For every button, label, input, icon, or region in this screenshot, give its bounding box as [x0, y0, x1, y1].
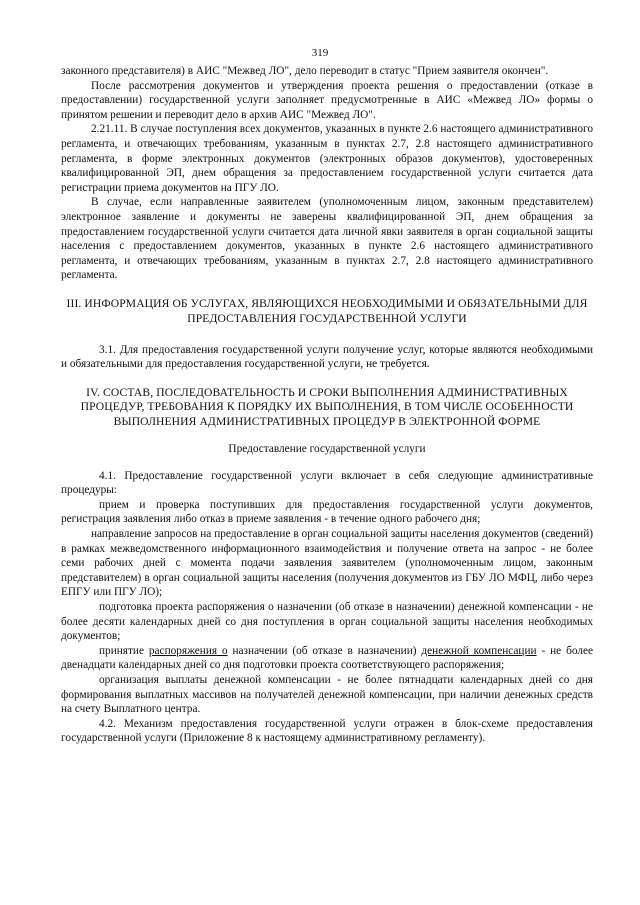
procedure-requests: направление запросов на предоставление в орган социальной защиты населения документов (сведений) в рамках межведомственного информационного взаимодействия и получение ответа на запрос - не более семи рабочих дней с момента подачи заявления заявителем (уполномоченным лицом, законным представителем) в орган социальной защиты населения (получения документов из ГБУ ЛО МФЦ, либо через ЕПГУ или ПГУ ЛО);: [61, 528, 593, 599]
page-content: [61, 64, 593, 746]
paragraph-status-change: законного представителя) в АИС "Межвед ЛО", дело переводит в статус "Прием заявителя окончен".: [61, 65, 549, 77]
page-number: 319: [311, 47, 329, 59]
underlined-compensation-phrase: денежной компенсации: [421, 644, 537, 657]
procedure-draft-order: подготовка проекта распоряжения о назначении (об отказе в назначении) денежной компенсации - не более десяти календарных дней со дня поступления в орган социальной защиты населения необходимых документов;: [61, 601, 593, 643]
procedure-adoption: принятие распоряжения о назначении (об отказе в назначении) денежной компенсации - не более двенадцати календарных дней со дня подготовки проекта соответствующего распоряжения;: [61, 644, 593, 672]
section-4-heading: IV. СОСТАВ, ПОСЛЕДОВАТЕЛЬНОСТЬ И СРОКИ ВЫПОЛНЕНИЯ АДМИНИСТРАТИВНЫХ ПРОЦЕДУР, ТРЕБОВАНИЯ К ПОРЯДКУ ИХ ВЫПОЛНЕНИЯ, В ТОМ ЧИСЛЕ ОСОБЕННОСТИ ВЫПОЛНЕНИЯ АДМИНИСТРАТИВНЫХ ПРОЦЕДУР В ЭЛЕКТРОННОЙ ФОРМЕ: [80, 385, 574, 429]
subheading-service-provision: Предоставление государственной услуги: [228, 443, 426, 456]
procedure-payment: организация выплаты денежной компенсации - не более пятнадцати календарных дней со дня формирования выплатных массивов на получателей денежной компенсации, при наличии денежных средств на счету Выплатного центра.: [61, 673, 593, 716]
procedure-reception: прием и проверка поступивших для предоставления государственной услуги документов, регистрация заявления либо отказ в приеме заявления - в течение одного рабочего дня;: [61, 498, 593, 526]
section-3-heading: III. ИНФОРМАЦИЯ ОБ УСЛУГАХ, ЯВЛЯЮЩИХСЯ НЕОБХОДИМЫМИ И ОБЯЗАТЕЛЬНЫМИ ДЛЯ ПРЕДОСТАВЛЕНИЯ ГОСУДАРСТВЕННОЙ УСЛУГИ: [66, 296, 588, 325]
paragraph-3-1: 3.1. Для предоставления государственной услуги получение услуг, которые являются необходимыми и обязательными для предоставления государственной услуги, не требуется.: [61, 343, 593, 371]
underlined-order-phrase: распоряжения о: [148, 644, 228, 657]
paragraph-decision-archive: После рассмотрения документов и утверждения проекта решения о предоставлении (отказе в предоставлении) государственной услуги заполняет предусмотренные в АИС «Межвед ЛО» формы о принятом решении и переводит дело в архив АИС "Межвед ЛО".: [61, 79, 593, 121]
paragraph-unsigned-documents: В случае, если направленные заявителем (уполномоченным лицом, законным представителем) электронное заявление и документы не заверены квалифицированной ЭП, днем обращения за предоставлением государственной услуги считается дата личной явки заявителя в орган социальной защиты населения с предоставлением документов, указанных в пункте 2.6 настоящего административного регламента, и отвечающих требованиям, указанным в пунктах 2.7, 2.8 настоящего административного регламента.: [61, 196, 593, 282]
paragraph-4-2: 4.2. Механизм предоставления государственной услуги отражен в блок-схеме предоставления государственной услуги (Приложение 8 к настоящему административному регламенту).: [61, 717, 593, 745]
paragraph-2-21-11: 2.21.11. В случае поступления всех документов, указанных в пункте 2.6 настоящего административного регламента, и отвечающих требованиям, указанным в пунктах 2.7, 2.8 настоящего административного регламента, в форме электронных документов (электронных образов документов), удостоверенных квалифицированной ЭП, днем обращения за предоставлением государственной услуги считается дата регистрации приема документов на ПГУ ЛО.: [61, 123, 593, 194]
paragraph-4-1: 4.1. Предоставление государственной услуги включает в себя следующие административные процедуры:: [61, 469, 593, 497]
